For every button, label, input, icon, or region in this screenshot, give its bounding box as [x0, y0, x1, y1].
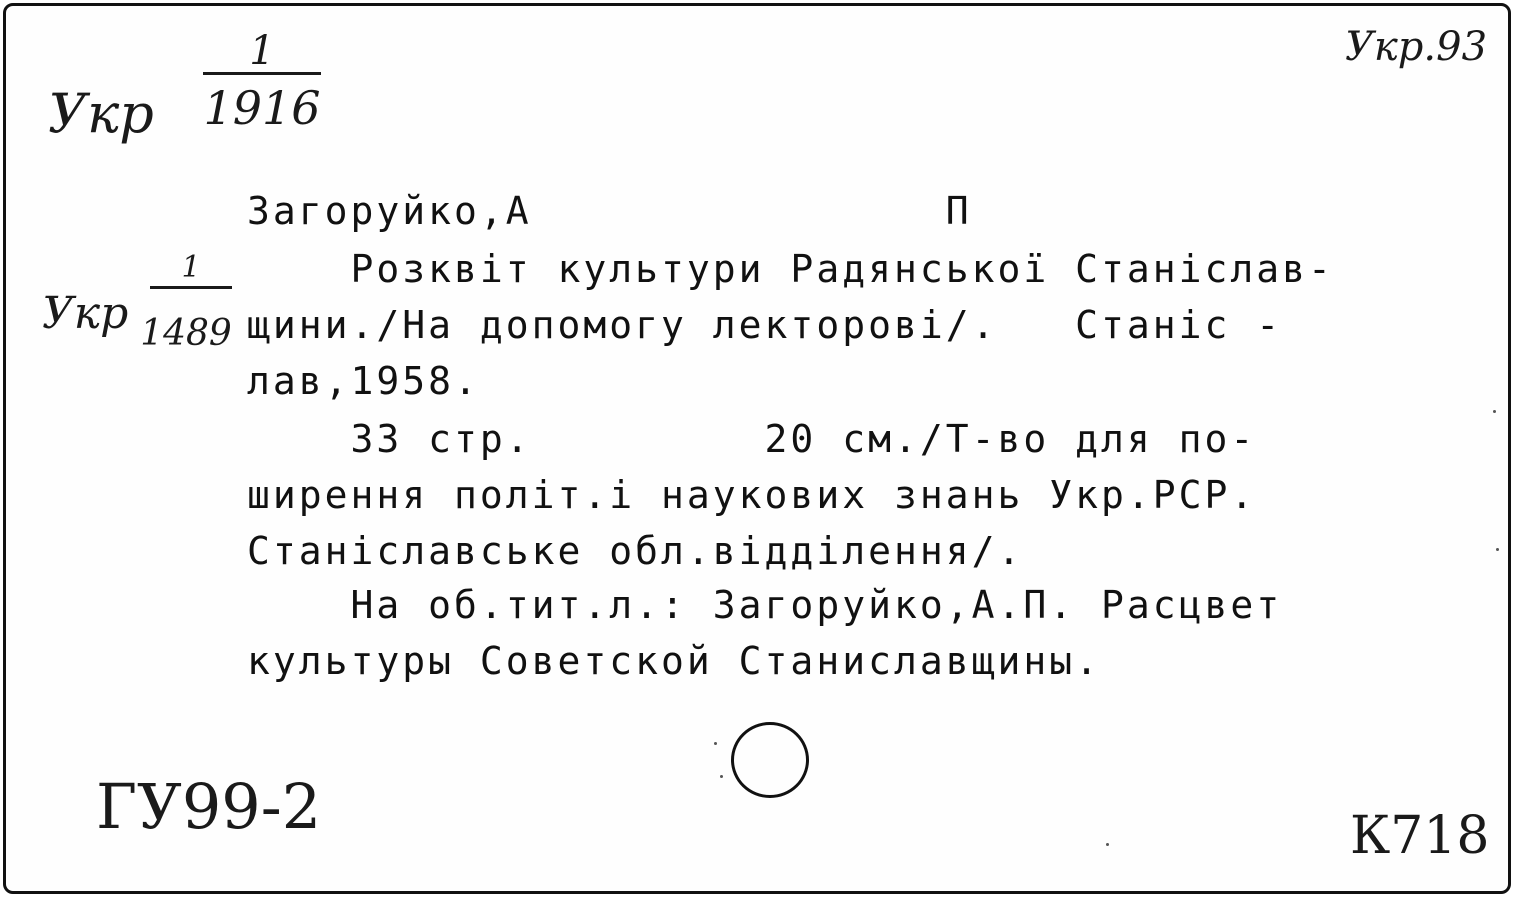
side-shelfmark-fraction — [140, 250, 232, 379]
bottom-right-code: К718 — [1350, 806, 1490, 866]
typed-line-1: Загоруйко,А П — [247, 189, 972, 233]
top-left-shelfmark-fraction — [203, 30, 321, 141]
typed-line-5: 33 стр. 20 см./Т-во для по- — [247, 417, 1257, 461]
top-right-code: Укр.93 — [1345, 24, 1488, 70]
typed-line-8: На об.тит.л.: Загоруйко,А.П. Расцвет — [247, 583, 1283, 627]
speck — [720, 775, 723, 778]
side-shelfmark-numerator: 1 — [181, 250, 201, 285]
side-shelfmark-prefix: Укр — [42, 288, 129, 339]
top-left-shelfmark-prefix: Укр — [48, 82, 154, 145]
typed-line-3: щини./На допомогу лекторові/. Станіс - — [247, 303, 1283, 347]
typed-line-6: ширення політ.і наукових знань Укр.РСР. — [247, 473, 1257, 517]
punch-hole — [731, 722, 809, 798]
typed-line-4: лав,1958. — [247, 359, 480, 403]
speck — [714, 742, 717, 745]
top-left-shelfmark-denominator: 1916 — [203, 81, 321, 135]
typed-line-9: культуры Советской Станиславщины. — [247, 639, 1101, 683]
speck — [1106, 843, 1109, 846]
top-left-shelfmark-numerator: 1 — [249, 28, 275, 74]
speck — [1496, 548, 1499, 551]
speck — [1493, 410, 1496, 413]
typed-line-2: Розквіт культури Радянської Станіслав- — [247, 247, 1334, 291]
bottom-left-code: ГУ99-2 — [96, 770, 322, 843]
typed-line-7: Станіславське обл.відділення/. — [247, 529, 1024, 573]
side-shelfmark-denominator: 1489 — [140, 313, 232, 354]
